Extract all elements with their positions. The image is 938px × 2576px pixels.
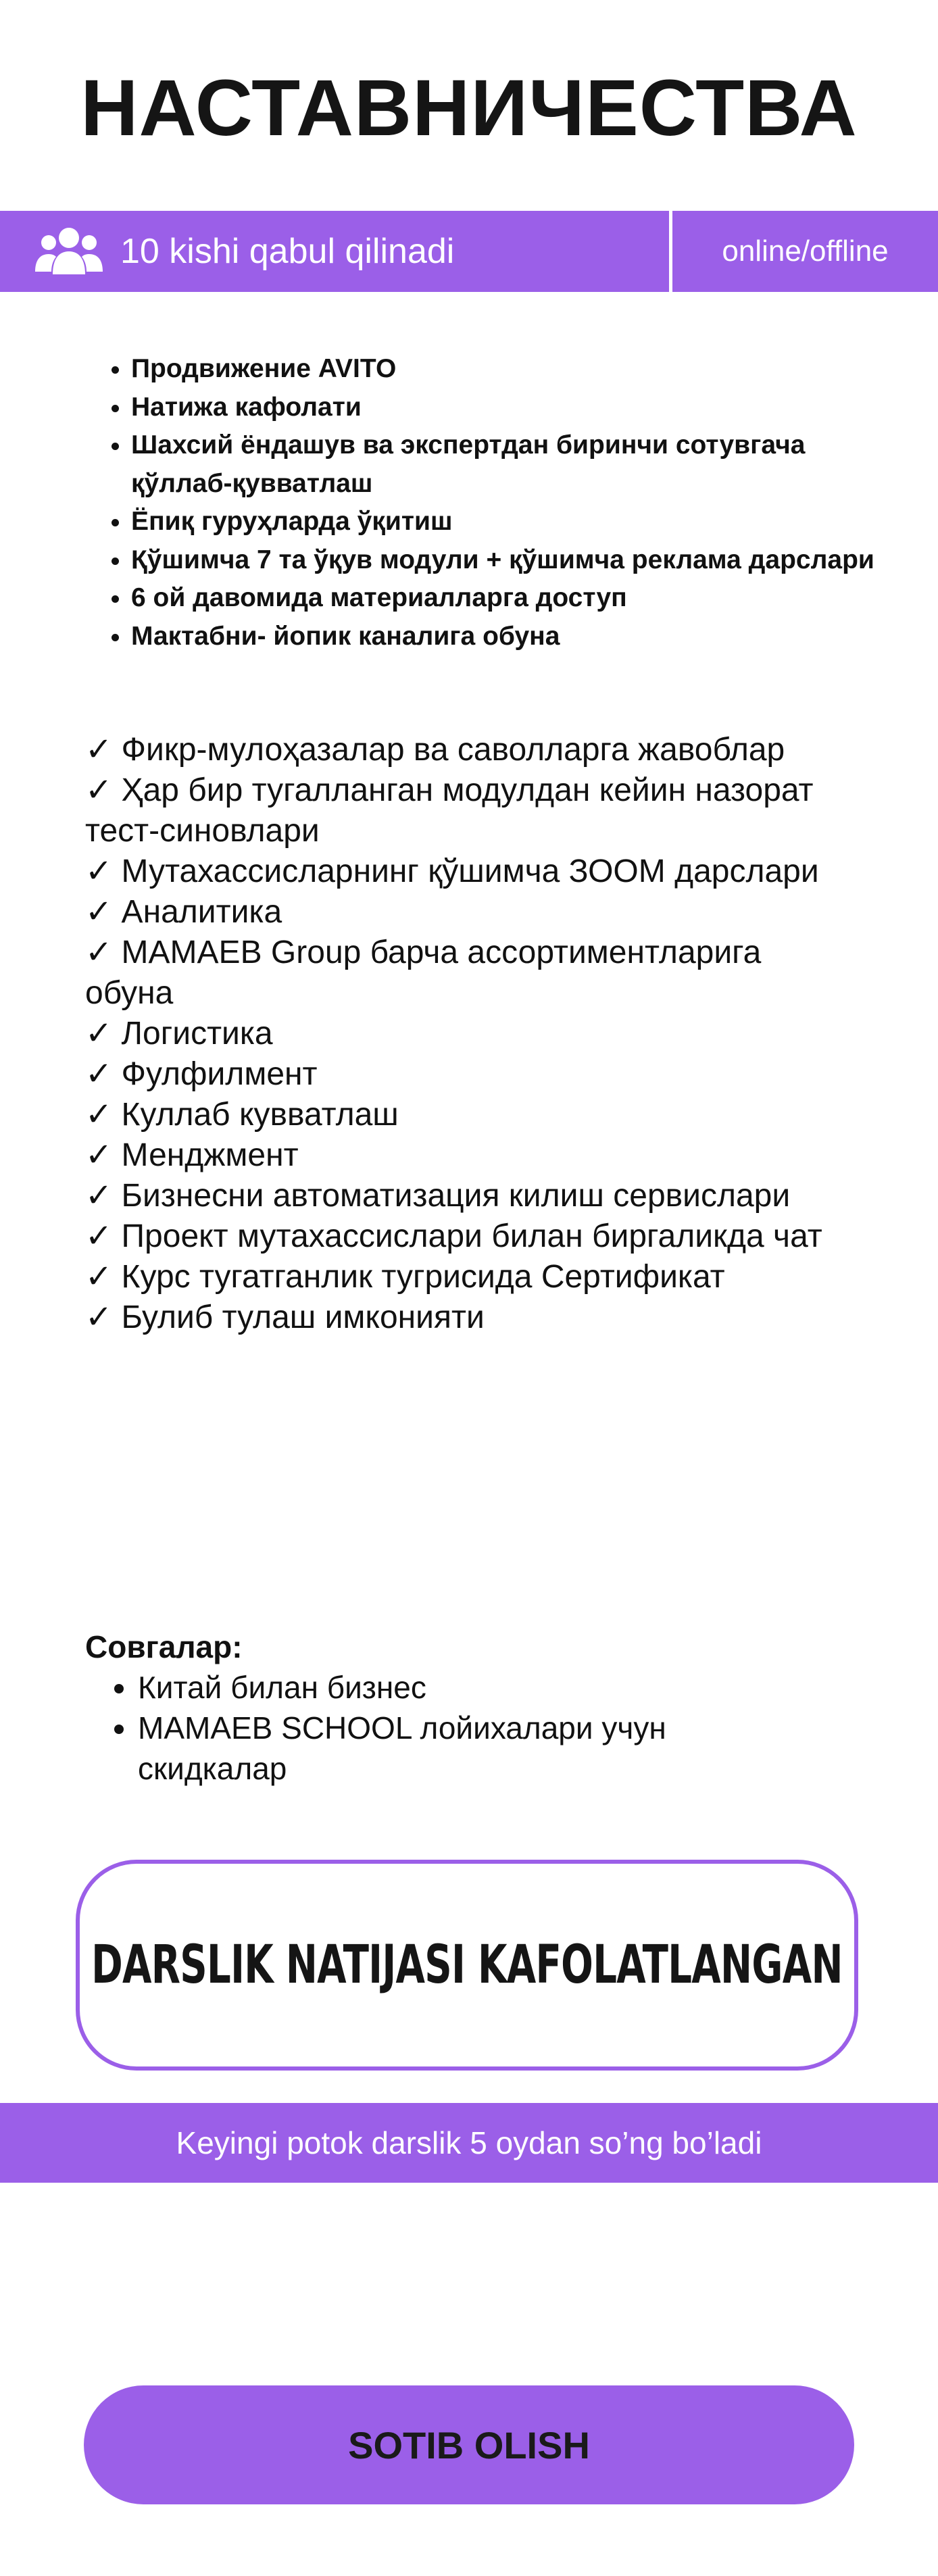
users-icon: [34, 224, 104, 278]
format-text: online/offline: [722, 234, 889, 268]
feature-item: • Қўшимча 7 та ўқув модули + қўшимча реклама дарслари: [131, 541, 902, 580]
checklist-item: ✓ Курс тугатганлик тугрисида Сертификат: [85, 1259, 725, 1295]
capacity-banner: [0, 211, 938, 292]
gift-item: • Китай билан бизнес: [138, 1667, 814, 1708]
feature-item: • Натижа кафолати: [131, 389, 902, 427]
checklist-item: тест-синовлари: [85, 813, 320, 849]
feature-item: • 6 ой давомида материалларга доступ: [131, 579, 902, 618]
checklist: [85, 730, 842, 1338]
checklist-item: ✓ Логистика: [85, 1016, 273, 1051]
gifts-list: [103, 1667, 814, 1789]
features-list: [93, 350, 902, 655]
feature-item: • Продвижение AVITO: [131, 350, 902, 389]
checklist-item: ✓ Менджмент: [85, 1137, 299, 1173]
guarantee-box: [76, 1860, 858, 2071]
buy-button[interactable]: SOTIB OLISH: [84, 2385, 854, 2504]
next-stream-banner: Keyingi potok darslik 5 oydan so’ng bo’ladi: [0, 2103, 938, 2183]
checklist-item: ✓ Бизнесни автоматизация килиш сервислари: [85, 1178, 791, 1214]
gift-item: • MAMAEB SCHOOL лойихалари учун скидкалар: [138, 1708, 814, 1789]
checklist-item: ✓ Ҳар бир тугалланган модулдан кейин назорат: [85, 772, 814, 808]
checklist-item: ✓ Проект мутахассислари билан биргаликда чат: [85, 1218, 822, 1254]
capacity-text: 10 kishi qabul qilinadi: [120, 232, 455, 271]
gifts-title: Совгалар:: [85, 1629, 243, 1664]
page-title: НАСТАВНИЧЕСТВА: [80, 64, 858, 153]
feature-item: • Мактабни- йопик каналига обуна: [131, 618, 902, 656]
checklist-item: ✓ Фикр-мулоҳазалар ва саволларга жавоблар: [85, 732, 785, 768]
feature-item: • Шахсий ёндашув ва экспертдан биринчи сотувгача қўллаб-қувватлаш: [131, 426, 902, 503]
capacity-section: [0, 211, 669, 292]
checklist-item: ✓ MAMAEB Group барча ассортиментларига обуна: [85, 935, 762, 1011]
checklist-item: ✓ Куллаб кувватлаш: [85, 1097, 399, 1133]
guarantee-text: DARSLIK NATIJASI KAFOLATLANGAN: [91, 1935, 843, 1996]
checklist-item: ✓ Мутахассисларнинг қўшимча ЗООМ дарслари: [85, 853, 819, 889]
checklist-item: ✓ Булиб тулаш имконияти: [85, 1299, 485, 1335]
checklist-item: ✓ Аналитика: [85, 894, 282, 930]
feature-item: • Ёпиқ гуруҳларда ўқитиш: [131, 503, 902, 541]
checklist-item: ✓ Фулфилмент: [85, 1056, 318, 1092]
